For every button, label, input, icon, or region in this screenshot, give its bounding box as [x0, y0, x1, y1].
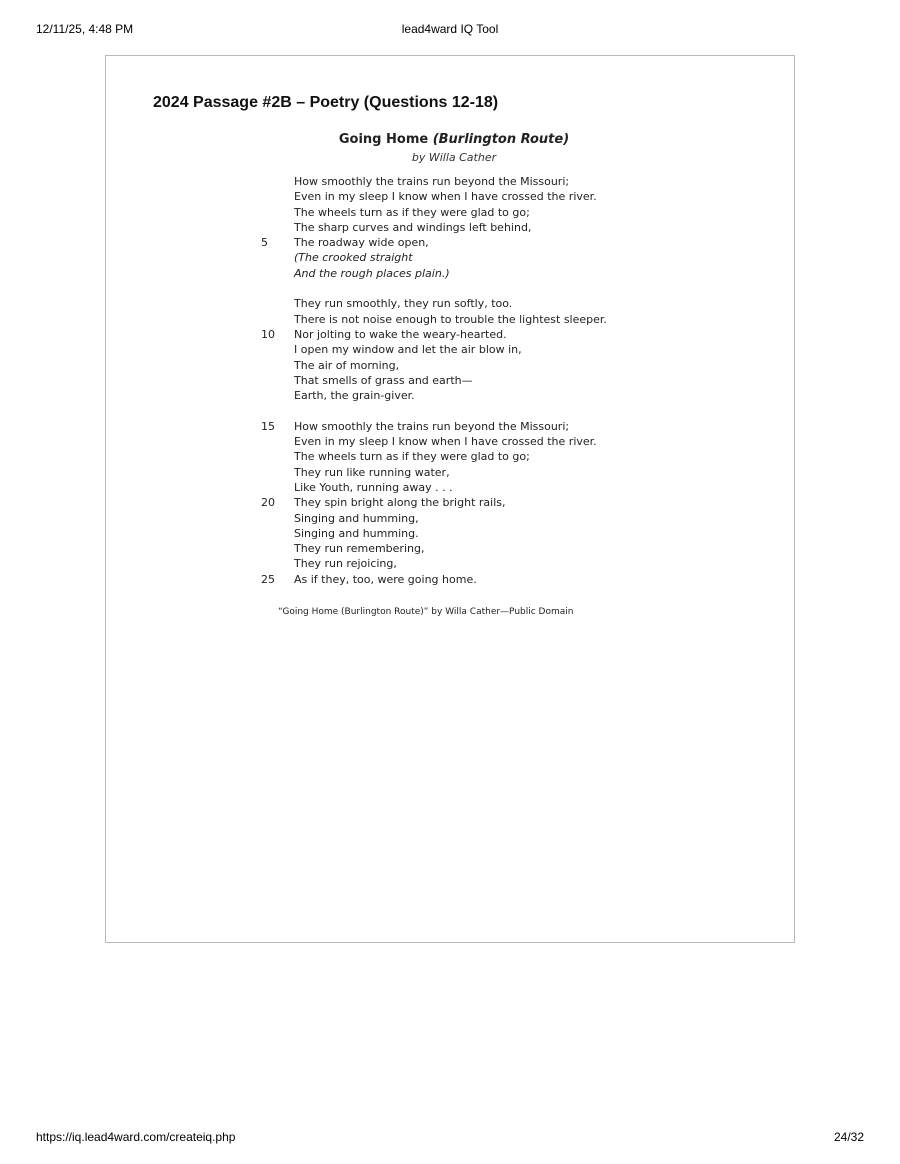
passage-frame	[105, 55, 795, 943]
line-text: The roadway wide open,	[294, 236, 429, 250]
poem-line	[256, 250, 756, 265]
print-header	[0, 22, 900, 38]
poem-line	[256, 465, 756, 480]
poem-line	[256, 342, 756, 357]
line-text: I open my window and let the air blow in,	[294, 343, 522, 357]
line-text: Nor jolting to wake the weary-hearted.	[294, 327, 507, 341]
poem-stanza	[256, 419, 756, 587]
poem-line	[256, 556, 756, 571]
poem-line	[256, 174, 756, 189]
poem-line	[256, 388, 756, 403]
line-text: And the rough places plain.)	[294, 266, 450, 280]
line-text: They run smoothly, they run softly, too.	[294, 297, 513, 311]
line-text: The air of morning,	[294, 358, 400, 372]
poem-line	[256, 373, 756, 388]
poem-line	[256, 327, 756, 342]
poem-line	[256, 189, 756, 204]
poem-line	[256, 296, 756, 311]
poem-line	[256, 495, 756, 510]
line-text: The wheels turn as if they were glad to go;	[294, 450, 530, 464]
poem-line	[256, 358, 756, 373]
poem-line	[256, 205, 756, 220]
poem-line	[256, 511, 756, 526]
poem-stanza	[256, 174, 756, 281]
line-text: The wheels turn as if they were glad to go;	[294, 205, 530, 219]
poem-stanza	[256, 296, 756, 403]
line-text: They run like running water,	[294, 465, 450, 479]
print-date: 12/11/25, 4:48 PM	[36, 22, 134, 36]
line-text: They run rejoicing,	[294, 557, 397, 571]
line-text: (The crooked straight	[294, 251, 413, 265]
poem-line	[256, 266, 756, 281]
line-number: 15	[261, 419, 275, 433]
line-number: 10	[261, 327, 275, 341]
line-text: Like Youth, running away . . .	[294, 480, 453, 494]
line-text: Even in my sleep I know when I have crossed the river.	[294, 435, 597, 449]
line-number: 25	[261, 572, 275, 586]
print-page-title: lead4ward IQ Tool	[401, 22, 499, 36]
poem-line	[256, 526, 756, 541]
line-text: How smoothly the trains run beyond the Missouri;	[294, 175, 570, 188]
poem-line	[256, 434, 756, 449]
print-url: https://iq.lead4ward.com/createiq.php	[36, 1130, 236, 1144]
line-text: Singing and humming,	[294, 511, 419, 525]
print-footer	[0, 1130, 900, 1146]
line-text: Even in my sleep I know when I have crossed the river.	[294, 190, 597, 204]
line-text: As if they, too, were going home.	[294, 572, 477, 586]
poem-line	[256, 541, 756, 556]
poem-line	[256, 480, 756, 495]
poem-line	[256, 235, 756, 250]
poem-subtitle: (Burlington Route)	[432, 132, 570, 147]
line-text: The sharp curves and windings left behind,	[294, 220, 532, 234]
passage-heading: 2024 Passage #2B – Poetry (Questions 12-18)	[153, 94, 499, 111]
line-number: 20	[261, 496, 275, 510]
line-number: 5	[261, 236, 268, 250]
line-text: They run remembering,	[294, 542, 425, 556]
poem-body	[256, 174, 756, 602]
poem-line	[256, 419, 756, 434]
poem-line	[256, 312, 756, 327]
line-text: There is not noise enough to trouble the lightest sleeper.	[294, 312, 607, 326]
poem-author: by Willa Cather	[411, 151, 497, 164]
poem-line	[256, 449, 756, 464]
poem-title	[106, 132, 802, 147]
poem-line	[256, 220, 756, 235]
line-text: Earth, the grain-giver.	[294, 389, 415, 403]
poem-title-main: Going Home	[338, 132, 433, 147]
print-page-number: 24/32	[833, 1130, 864, 1144]
line-text: They spin bright along the bright rails,	[294, 496, 506, 510]
line-text: Singing and humming.	[294, 526, 419, 540]
poem-credit: “Going Home (Burlington Route)” by Willa Cather—Public Domain	[278, 607, 574, 617]
poem-line	[256, 572, 756, 587]
line-text: That smells of grass and earth—	[294, 373, 473, 387]
line-text: How smoothly the trains run beyond the Missouri;	[294, 419, 570, 433]
